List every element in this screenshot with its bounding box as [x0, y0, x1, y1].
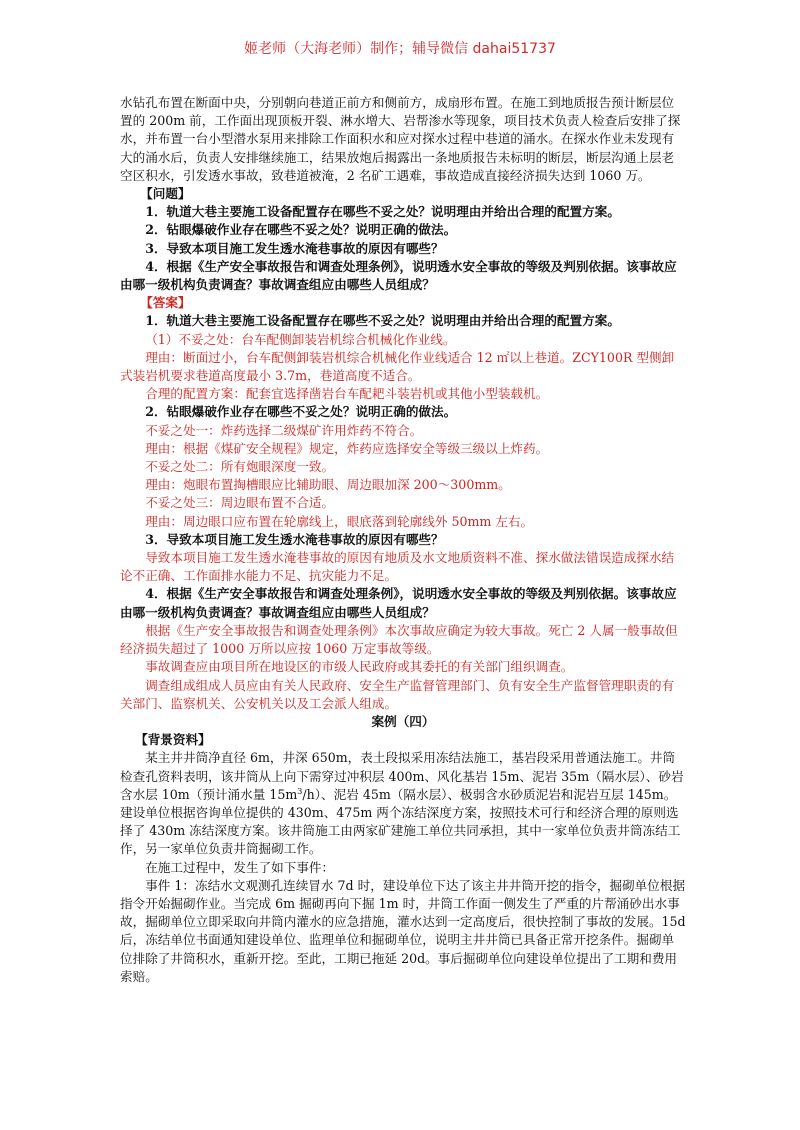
questions-title: 【问题】 — [140, 186, 191, 202]
document-body — [120, 94, 686, 986]
background-paragraph-1 — [120, 749, 686, 858]
background-paragraph-2: 在施工过程中，发生了如下事件： — [145, 859, 335, 875]
answer-2-item: 不妥之处三：周边眼布置不合适。 — [145, 495, 335, 511]
question-2: 2．钻眼爆破作业存在哪些不妥之处？说明正确的做法。 — [145, 222, 457, 238]
answer-question-4: 4．根据《生产安全事故报告和调查处理条例》，说明透水安全事故的等级及判别依据。该事故应由哪一级机构负责调查？事故调查组应由哪些人员组成？ — [120, 586, 677, 620]
background-text-part-b: /h）、泥岩 45m（隔水层）、极弱含水砂质泥岩和泥岩互层 145m。建设单位根据咨询单位提供的 430m、475m 两个冻结深度方案，按照技术可行和经济合理的原则选择了 430m 冻结深度方案。该井筒施工由两家矿建施工单位共同承担，其中一家单位负责井筒冻结工作，另一家单位负责井筒掘砌工作。 — [120, 786, 681, 857]
answer-2-item: 不妥之处二：所有炮眼深度一致。 — [145, 459, 335, 475]
answer-4-item: 事故调查应由项目所在地设区的市级人民政府或其委托的有关部门组织调查。 — [145, 659, 574, 675]
intro-paragraph: 水钻孔布置在断面中央，分别朝向巷道正前方和侧前方，成扇形布置。在施工到地质报告预计断层位置的 200m 前，工作面出现顶板开裂、淋水增大、岩帮渗水等现象，项目技术负责人检查后安排了探水，并布置一台小型潜水泵用来排除工作面积水和应对探水过程中巷道的涌水。在探水作业未发现有大的涌水后，负责人安排继续施工，结果放炮后揭露出一条地质报告未标明的断层，断层沟通上层老空区积水，引发透水事故，致巷道被淹，2 名矿工遇难，事故造成直接经济损失达到 1060 万。 — [120, 95, 681, 183]
answer-4-item: 根据《生产安全事故报告和调查处理条例》本次事故应确定为较大事故。死亡 2 人属一般事故但经济损失超过了 1000 万所以应按 1060 万定事故等级。 — [120, 622, 678, 657]
event-1-paragraph: 事件 1：冻结水文观测孔连续冒水 7d 时，建设单位下达了该主井井筒开挖的指令，掘砌单位根据指令开始掘砌作业。当完成 6m 掘砌再向下掘 1m 时，井筒工作面一侧发生了严重的片帮涌砂出水事故，掘砌单位立即采取向井筒内灌水的应急措施，灌水达到一定高度后，很快控制了事故的发展。15d 后，冻结单位书面通知建设单位、监理单位和掘砌单位，说明主井井筒已具备正常开挖条件。掘砌单位排除了井筒积水，重新开挖。至此，工期已拖延 20d。事后掘砌单位向建设单位提出了工期和费用索赔。 — [120, 877, 686, 984]
answer-2-item: 理由：根据《煤矿安全规程》规定，炸药应选择安全等级三级以上炸药。 — [145, 440, 549, 456]
answers-title: 【答案】 — [140, 295, 191, 311]
question-1: 1．轨道大巷主要施工设备配置存在哪些不妥之处？说明理由并给出合理的配置方案。 — [145, 204, 620, 220]
answer-1-item: 理由：断面过小，台车配侧卸装岩机综合机械化作业线适合 12 ㎡以上巷道。ZCY100R 型侧卸式装岩机要求巷道高度最小 3.7m，巷道高度不适合。 — [120, 349, 675, 384]
answer-1-item: 合理的配置方案：配套宜选择凿岩台车配耙斗装岩机或其他小型装载机。 — [145, 386, 549, 402]
question-3: 3．导致本项目施工发生透水淹巷事故的原因有哪些？ — [145, 240, 444, 256]
answer-4-item: 调查组成组成人员应由有关人民政府、安全生产监督管理部门、负有安全生产监督管理职责的有关部门、监察机关、公安机关以及工会派人组成。 — [120, 677, 675, 711]
superscript: 3 — [297, 786, 303, 796]
answer-1-item: （1）不妥之处：台车配侧卸装岩机综合机械化作业线。 — [145, 331, 456, 347]
question-4: 4．根据《生产安全事故报告和调查处理条例》，说明透水安全事故的等级及判别依据。该事故应由哪一级机构负责调查？事故调查组应由哪些人员组成？ — [120, 258, 677, 293]
page-header: 姬老师（大海老师）制作；辅导微信 dahai51737 — [244, 41, 556, 57]
answer-2-item: 不妥之处一：炸药选择二级煤矿许用炸药不符合。 — [145, 422, 423, 438]
answer-question-3: 3．导致本项目施工发生透水淹巷事故的原因有哪些？ — [145, 531, 444, 547]
answer-3-text: 导致本项目施工发生透水淹巷事故的原因有地质及水文地质资料不准、探水做法错误造成探水结论不正确、工作面排水能力不足、抗灾能力不足。 — [120, 550, 675, 584]
case-title: 案例（四） — [371, 713, 435, 729]
answer-2-item: 理由：炮眼布置掏槽眼应比辅助眼、周边眼加深 200～300mm。 — [145, 477, 511, 493]
background-text-part-a: 某主井井筒净直径 6m，井深 650m，表土段拟采用冻结法施工，基岩段采用普通法施工。井筒检查孔资料表明，该井筒从上向下需穿过冲积层 400m、风化基岩 15m、泥岩 35m（隔水层）、砂岩含水层 10m（预计涌水量 15m — [120, 750, 684, 802]
background-title: 【背景资料】 — [135, 732, 211, 748]
answer-question-2: 2．钻眼爆破作业存在哪些不妥之处？说明正确的做法。 — [145, 404, 457, 420]
answer-2-item: 理由：周边眼口应布置在轮廓线上，眼底落到轮廓线外 50mm 左右。 — [145, 513, 534, 529]
answer-question-1: 1．轨道大巷主要施工设备配置存在哪些不妥之处？说明理由并给出合理的配置方案。 — [145, 313, 620, 329]
